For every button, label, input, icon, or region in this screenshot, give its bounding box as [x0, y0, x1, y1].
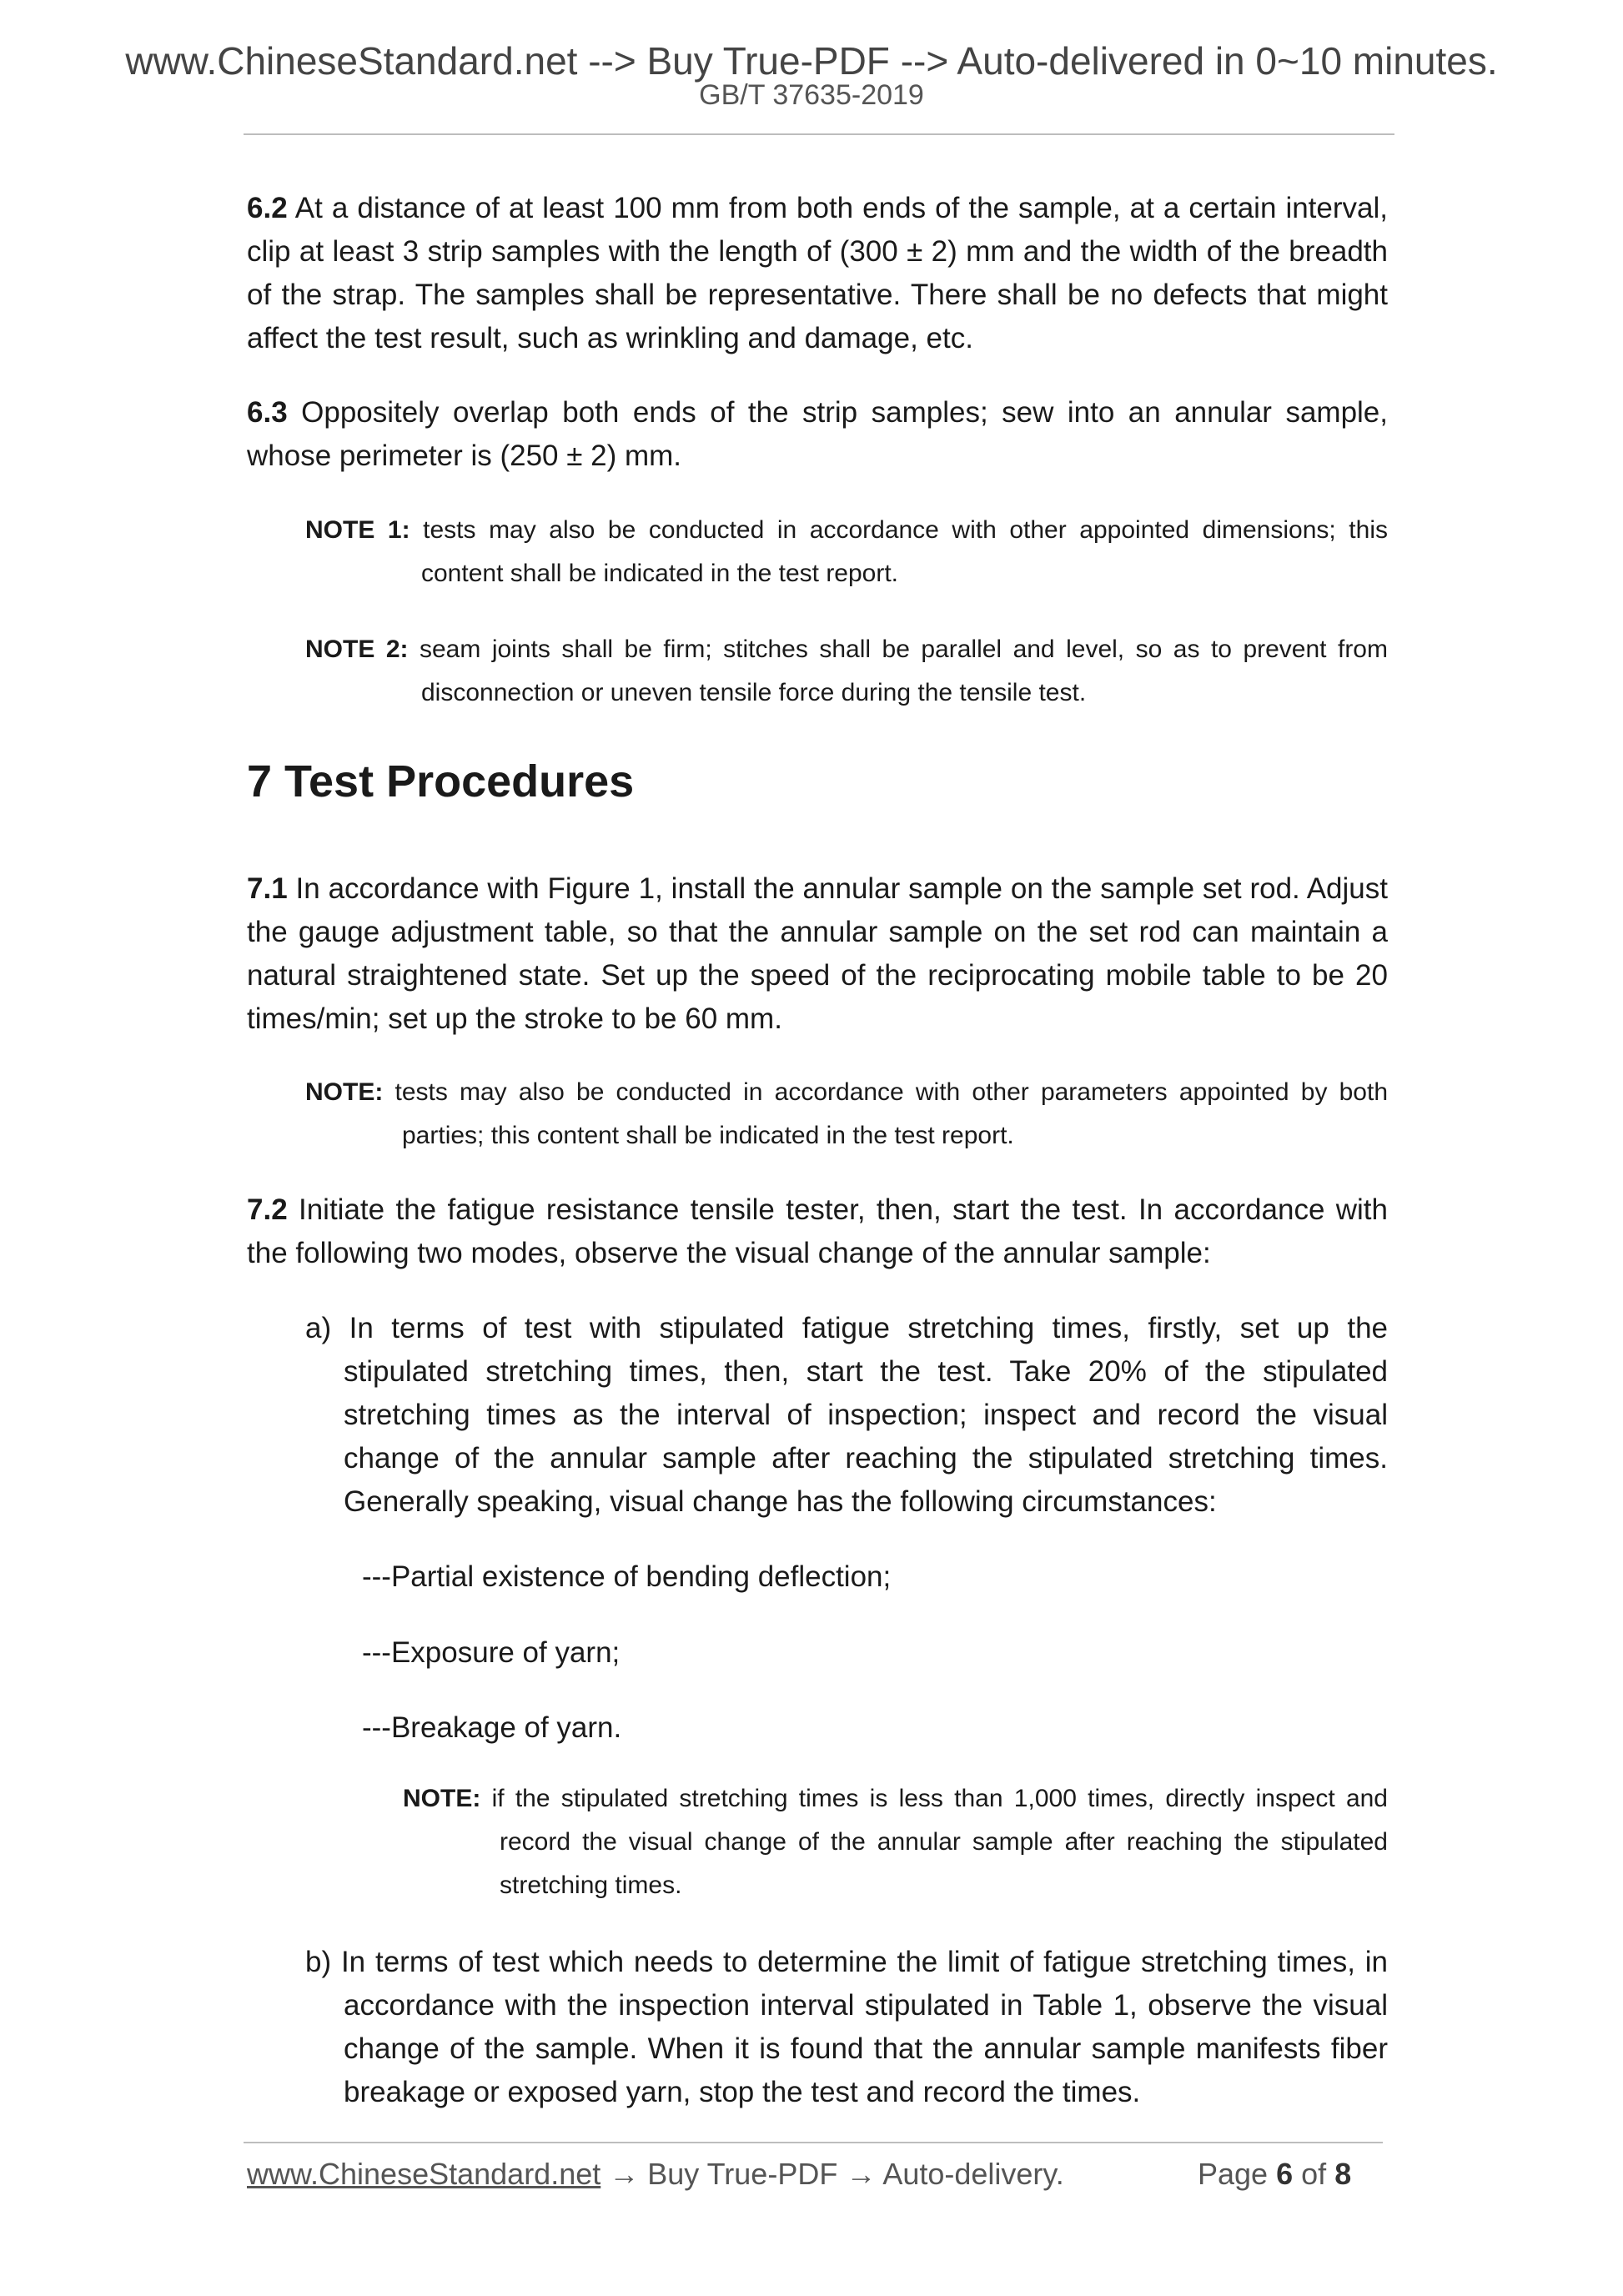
dash-item-exposure: ---Exposure of yarn;: [362, 1636, 621, 1669]
page-label: Page: [1198, 2157, 1269, 2191]
note-text: if the stipulated stretching times is less than 1,000 times, directly inspect and record the visual change of the annular sample after reaching the stipulated stretching times.: [480, 1785, 1388, 1899]
clause-number: 6.2: [247, 192, 288, 224]
clause-text: Initiate the fatigue resistance tensile tester, then, start the test. In accordance with the following two modes, observe the visual change of the annular sample:: [247, 1193, 1388, 1269]
list-item-a: a) In terms of test with stipulated fatigue stretching times, firstly, set up the stipulated stretching times, then, start the test. Take 20% of the stipulated stretching times as the interval of inspection; inspect and record the visual change of the annular sample after reaching the stipulated stretching times. Generally speaking, visual change has the following circumstances:: [305, 1312, 1388, 1518]
clause-6-3: [247, 391, 1388, 478]
page-total: 8: [1334, 2157, 1352, 2191]
header-divider: [244, 133, 1394, 135]
note-text: tests may also be conducted in accordance with other parameters appointed by both parties; this content shall be indicated in the test report.: [383, 1078, 1388, 1149]
footer-site-link[interactable]: www.ChineseStandard.net: [247, 2157, 601, 2191]
page-indicator: [1198, 2159, 1351, 2189]
note-label: NOTE 2:: [305, 636, 409, 663]
note-2: [305, 628, 1388, 715]
header-banner: www.ChineseStandard.net --> Buy True-PDF --> Auto-delivered in 0~10 minutes.: [125, 39, 1498, 83]
page-number: 6: [1276, 2157, 1294, 2191]
clause-7-2: [247, 1188, 1388, 1275]
clause-text: In accordance with Figure 1, install the annular sample on the sample set rod. Adjust the gauge adjustment table, so that the annular sample on the set rod can maintain a natural straightened state. Set up the speed of the reciprocating mobile table to be 20 times/min; set up the stroke to be 60 mm.: [247, 872, 1388, 1035]
note-label: NOTE:: [305, 1078, 384, 1106]
list-item-b: b) In terms of test which needs to determine the limit of fatigue stretching times, in accordance with the inspection interval stipulated in Table 1, observe the visual change of the sample. When it is found that the annular sample manifests fiber breakage or exposed yarn, stop the test and record the times.: [305, 1946, 1388, 2108]
note-item-a: [403, 1777, 1388, 1907]
note-label: NOTE:: [403, 1785, 481, 1812]
footer-promo: [247, 2159, 1064, 2189]
clause-number: 7.2: [247, 1193, 288, 1226]
clause-text: Oppositely overlap both ends of the strip samples; sew into an annular sample, whose perimeter is (250 ± 2) mm.: [247, 396, 1388, 472]
standard-code: GB/T 37635-2019: [699, 79, 924, 111]
note-7-1: [305, 1071, 1388, 1158]
clause-7-1: [247, 867, 1388, 1041]
note-1: [305, 509, 1388, 595]
footer-promo-text: → Buy True-PDF → Auto-delivery.: [600, 2157, 1064, 2191]
clause-number: 6.3: [247, 396, 288, 429]
note-label: NOTE 1:: [305, 516, 410, 544]
of-label: of: [1301, 2157, 1327, 2191]
dash-item-breakage: ---Breakage of yarn.: [362, 1711, 622, 1744]
clause-6-2: [247, 187, 1388, 360]
clause-number: 7.1: [247, 872, 288, 905]
dash-item-bending: ---Partial existence of bending deflection;: [362, 1560, 892, 1593]
note-text: tests may also be conducted in accordance with other appointed dimensions; this content shall be indicated in the test report.: [410, 516, 1388, 587]
section-heading-7: 7 Test Procedures: [247, 756, 635, 806]
footer-divider: [244, 2142, 1383, 2143]
clause-text: At a distance of at least 100 mm from both ends of the sample, at a certain interval, clip at least 3 strip samples with the length of (300 ± 2) mm and the width of the breadth of the strap. The samples shall be representative. There shall be no defects that might affect the test result, such as wrinkling and damage, etc.: [247, 192, 1388, 354]
note-text: seam joints shall be firm; stitches shall be parallel and level, so as to prevent from disconnection or uneven tensile force during the tensile test.: [408, 636, 1388, 706]
